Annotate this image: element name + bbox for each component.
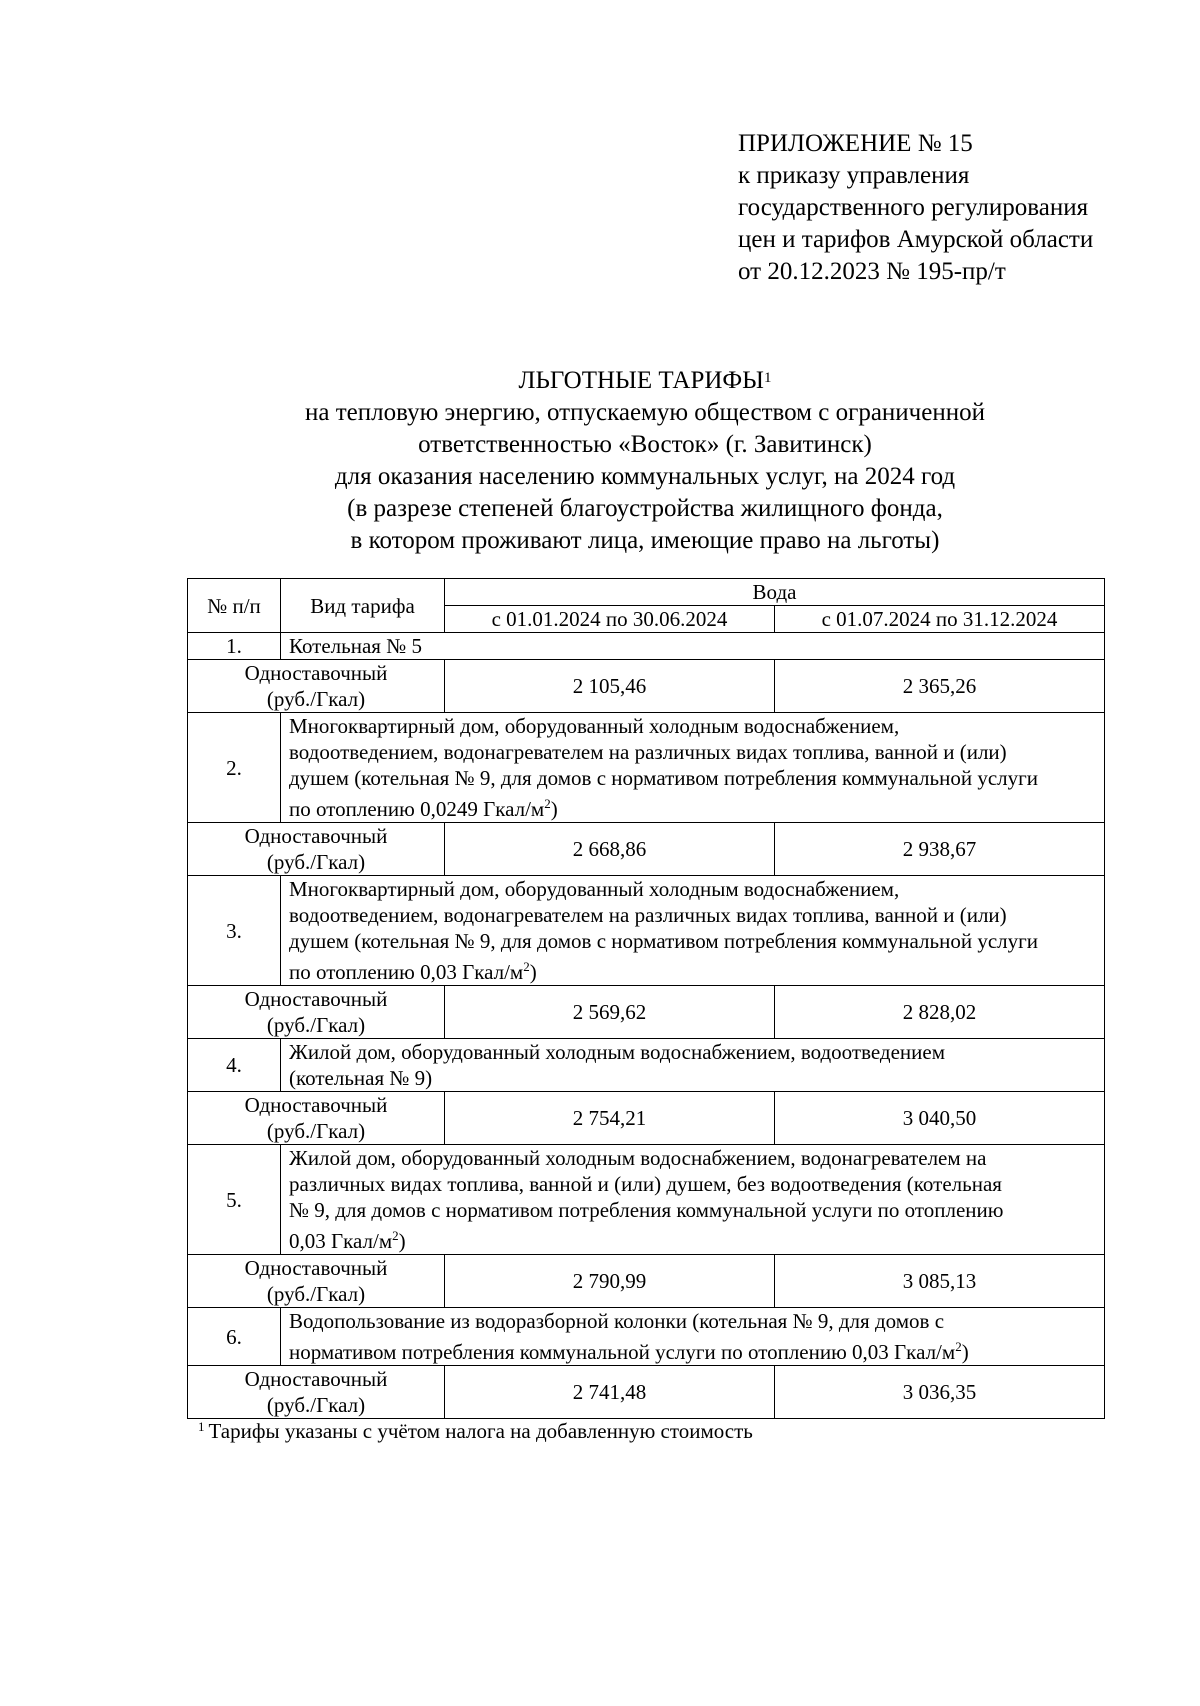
section-row xyxy=(188,876,1105,986)
appendix-line: государственного регулирования xyxy=(738,194,1089,221)
tariff-value-period-1: 2 668,86 xyxy=(445,823,775,876)
heading-line: ответственностью «Восток» (г. Завитинск) xyxy=(418,431,872,458)
section-row xyxy=(188,1145,1105,1255)
header-type: Вид тарифа xyxy=(281,579,445,633)
section-row xyxy=(188,713,1105,823)
appendix-number: ПРИЛОЖЕНИЕ № 15 xyxy=(738,130,973,157)
section-description xyxy=(281,713,1105,823)
tariff-row xyxy=(188,1366,1105,1419)
tariff-type: Одноставочный (руб./Гкал) xyxy=(188,986,445,1039)
description-line: различных видах топлива, ванной и (или) душем, без водоотведения (котельная xyxy=(289,1172,1002,1196)
description-line: водоотведением, водонагревателем на различных видах топлива, ванной и (или) xyxy=(289,903,1007,927)
appendix-date: от 20.12.2023 № 195-пр/т xyxy=(738,258,1006,285)
header-group: Вода xyxy=(445,579,1105,606)
tariff-table xyxy=(187,578,1105,1419)
tariff-type: Одноставочный (руб./Гкал) xyxy=(188,823,445,876)
appendix-block xyxy=(738,128,1093,288)
description-line: № 9, для домов с нормативом потребления коммунальной услуги по отоплению xyxy=(289,1198,1004,1222)
table-header-row xyxy=(188,579,1105,606)
tariff-value-period-2: 2 365,26 xyxy=(775,660,1105,713)
description-line: душем (котельная № 9, для домов с нормативом потребления коммунальной услуги xyxy=(289,929,1038,953)
document-heading xyxy=(190,365,1100,557)
tariff-row xyxy=(188,1092,1105,1145)
section-description xyxy=(281,633,1105,660)
description-line: Водопользование из водоразборной колонки (котельная № 9, для домов с xyxy=(289,1309,945,1333)
description-line: Многоквартирный дом, оборудованный холодным водоснабжением, xyxy=(289,714,900,738)
tariff-value-period-2: 3 085,13 xyxy=(775,1255,1105,1308)
header-num: № п/п xyxy=(188,579,281,633)
tariff-row xyxy=(188,1255,1105,1308)
description-line: (котельная № 9) xyxy=(289,1066,433,1090)
section-number: 6. xyxy=(188,1308,281,1366)
tariff-type: Одноставочный (руб./Гкал) xyxy=(188,660,445,713)
description-line: водоотведением, водонагревателем на различных видах топлива, ванной и (или) xyxy=(289,740,1007,764)
heading-line: для оказания населению коммунальных услуг, на 2024 год xyxy=(334,463,956,490)
section-number: 1. xyxy=(188,633,281,660)
section-row xyxy=(188,633,1105,660)
tariff-value-period-2: 3 040,50 xyxy=(775,1092,1105,1145)
tariff-value-period-2: 2 828,02 xyxy=(775,986,1105,1039)
tariff-row xyxy=(188,660,1105,713)
footnote-mark: 1 xyxy=(763,370,772,386)
description-line: Жилой дом, оборудованный холодным водоснабжением, водонагревателем на xyxy=(289,1146,987,1170)
tariff-value-period-1: 2 105,46 xyxy=(445,660,775,713)
description-line: Многоквартирный дом, оборудованный холодным водоснабжением, xyxy=(289,877,900,901)
section-number: 3. xyxy=(188,876,281,986)
tariff-type: Одноставочный (руб./Гкал) xyxy=(188,1255,445,1308)
tariff-value-period-1: 2 754,21 xyxy=(445,1092,775,1145)
tariff-type: Одноставочный (руб./Гкал) xyxy=(188,1092,445,1145)
section-number: 5. xyxy=(188,1145,281,1255)
tariff-value-period-2: 2 938,67 xyxy=(775,823,1105,876)
description-line: Жилой дом, оборудованный холодным водоснабжением, водоотведением xyxy=(289,1040,946,1064)
footnote xyxy=(198,1418,753,1444)
tariff-row xyxy=(188,823,1105,876)
tariff-type: Одноставочный (руб./Гкал) xyxy=(188,1366,445,1419)
section-row xyxy=(188,1308,1105,1366)
tariff-value-period-1: 2 569,62 xyxy=(445,986,775,1039)
tariff-value-period-1: 2 790,99 xyxy=(445,1255,775,1308)
appendix-line: цен и тарифов Амурской области xyxy=(738,226,1094,253)
description-line: по отоплению 0,03 Гкал/$м^2$) xyxy=(289,959,537,984)
section-description xyxy=(281,1039,1105,1092)
description-line: нормативом потребления коммунальной услуги по отоплению 0,03 Гкал/$м^2$) xyxy=(289,1339,969,1364)
tariff-value-period-2: 3 036,35 xyxy=(775,1366,1105,1419)
section-number: 2. xyxy=(188,713,281,823)
heading-line: на тепловую энергию, отпускаемую обществом с ограниченной xyxy=(305,399,985,426)
document-title: ЛЬГОТНЫЕ ТАРИФЫ$^1$ xyxy=(518,367,772,394)
section-row xyxy=(188,1039,1105,1092)
description-line: 0,03 Гкал/$м^2$) xyxy=(289,1228,406,1253)
footnote-mark: 1 xyxy=(198,1419,205,1434)
heading-line: в котором проживают лица, имеющие право на льготы) xyxy=(350,527,940,554)
footnote-text: Тарифы указаны с учётом налога на добавленную стоимость xyxy=(208,1419,753,1443)
section-description xyxy=(281,1308,1105,1366)
section-number: 4. xyxy=(188,1039,281,1092)
description-line: по отоплению 0,0249 Гкал/$м^2$) xyxy=(289,796,558,821)
description-line: Котельная № 5 xyxy=(289,634,422,658)
header-period-2: с 01.07.2024 по 31.12.2024 xyxy=(775,606,1105,633)
section-description xyxy=(281,1145,1105,1255)
tariff-value-period-1: 2 741,48 xyxy=(445,1366,775,1419)
section-description xyxy=(281,876,1105,986)
header-period-1: с 01.01.2024 по 30.06.2024 xyxy=(445,606,775,633)
description-line: душем (котельная № 9, для домов с нормативом потребления коммунальной услуги xyxy=(289,766,1038,790)
heading-line: (в разрезе степеней благоустройства жилищного фонда, xyxy=(347,495,943,522)
appendix-line: к приказу управления xyxy=(738,162,970,189)
tariff-row xyxy=(188,986,1105,1039)
